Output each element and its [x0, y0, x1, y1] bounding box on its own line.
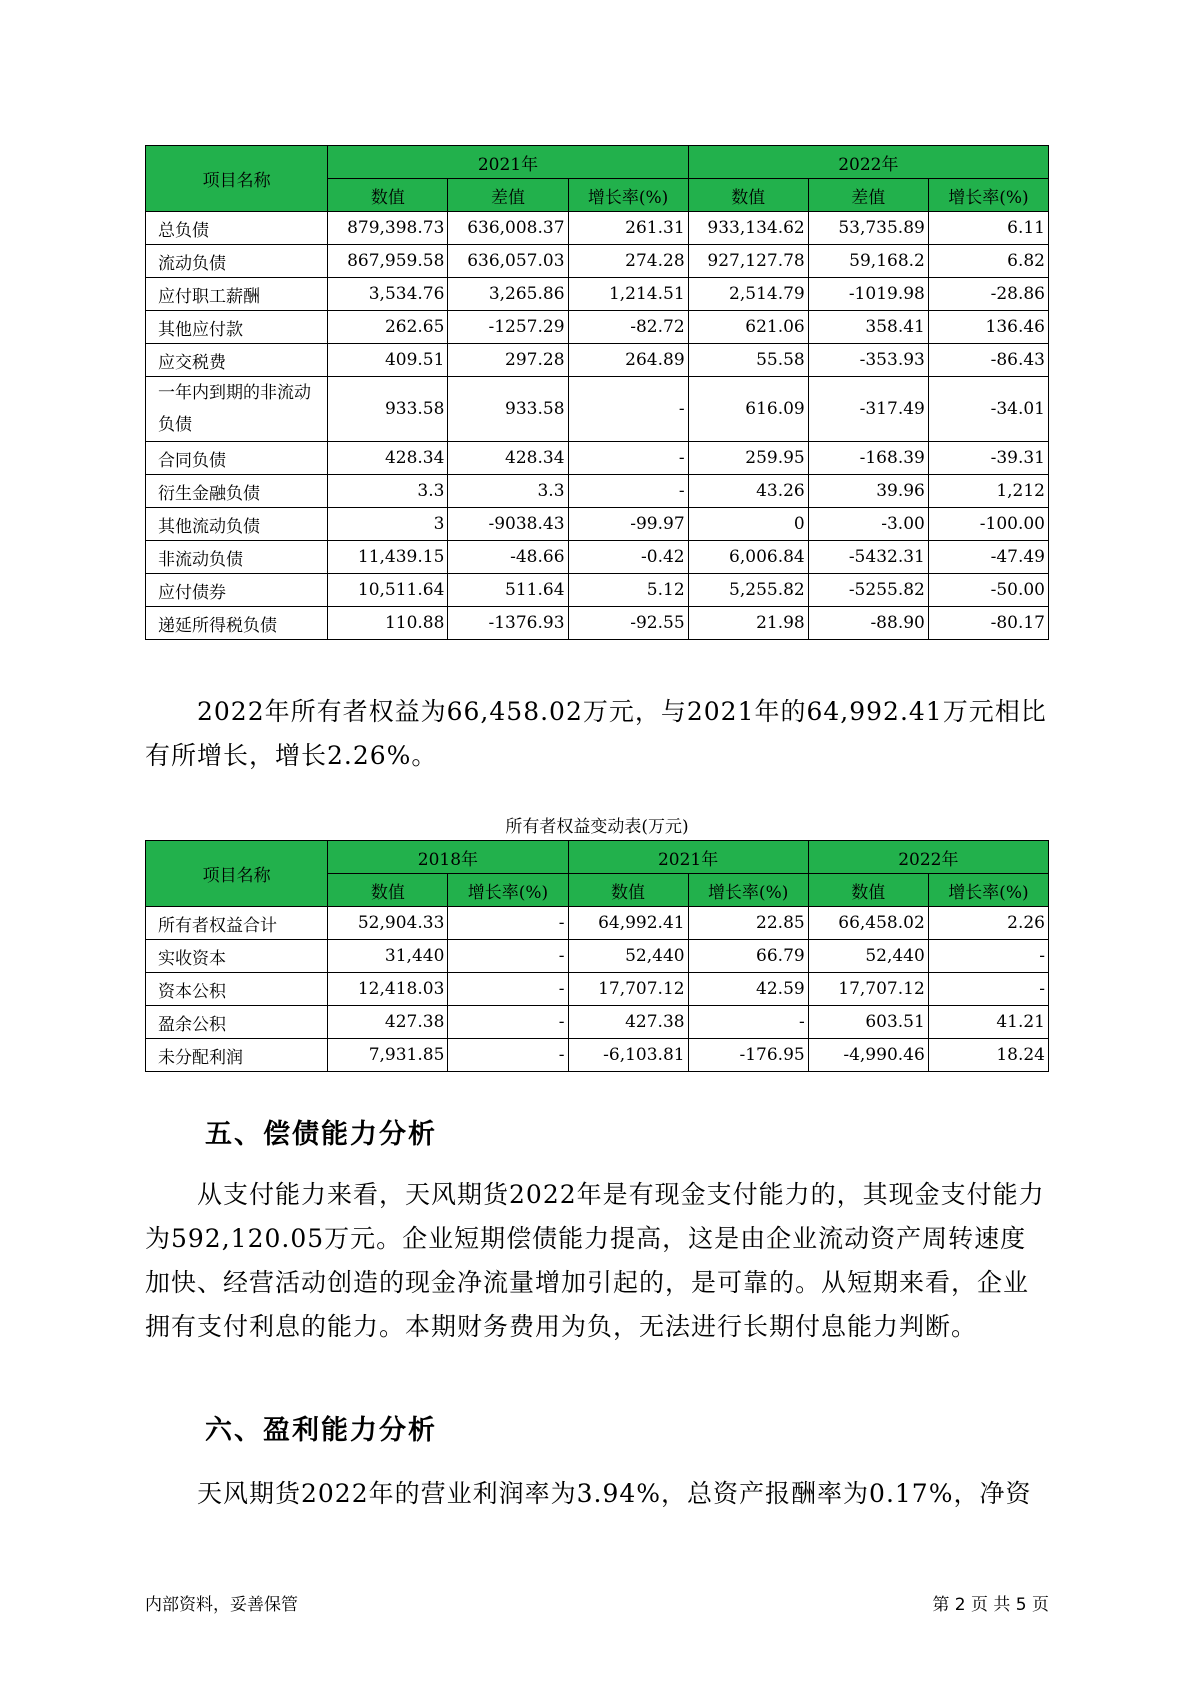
table-row	[146, 278, 1049, 311]
table-cell: 933,134.62	[688, 212, 808, 245]
year-header: 2021年	[568, 841, 808, 874]
table-cell: -88.90	[808, 607, 928, 640]
equity-summary-paragraph: 2022年所有者权益为66,458.02万元，与2021年的64,992.41万元相比有所增长，增长2.26%。	[145, 697, 1047, 770]
row-label: 流动负债	[146, 245, 328, 278]
table-cell: 21.98	[688, 607, 808, 640]
column-header: 数值	[808, 874, 928, 907]
table-cell: -176.95	[688, 1039, 808, 1072]
row-label: 合同负债	[146, 442, 328, 475]
table-cell: 427.38	[568, 1006, 688, 1039]
row-label: 一年内到期的非流动负债	[146, 377, 328, 442]
table-cell: -82.72	[568, 311, 688, 344]
table-row	[146, 377, 1049, 442]
table-cell: 428.34	[448, 442, 568, 475]
table-cell: 3,265.86	[448, 278, 568, 311]
table-cell: -28.86	[928, 278, 1048, 311]
table-cell: -6,103.81	[568, 1039, 688, 1072]
table-cell: 41.21	[928, 1006, 1048, 1039]
table-cell: -	[448, 973, 568, 1006]
row-label: 应付债券	[146, 574, 328, 607]
table-cell: -5255.82	[808, 574, 928, 607]
table-cell: 3.3	[448, 475, 568, 508]
table-cell: 636,057.03	[448, 245, 568, 278]
footer-page-number: 第 2 页 共 5 页	[932, 1595, 1049, 1615]
row-label: 其他应付款	[146, 311, 328, 344]
footer-confidential-note: 内部资料，妥善保管	[145, 1595, 298, 1615]
table-cell: 17,707.12	[568, 973, 688, 1006]
table-cell: -50.00	[928, 574, 1048, 607]
table-cell: 262.65	[328, 311, 448, 344]
table-cell: -	[568, 442, 688, 475]
table-row	[146, 344, 1049, 377]
table-row	[146, 245, 1049, 278]
table-cell: -47.49	[928, 541, 1048, 574]
table-cell: 7,931.85	[328, 1039, 448, 1072]
table-cell: 52,440	[808, 940, 928, 973]
table-cell: 66,458.02	[808, 907, 928, 940]
column-header: 增长率(%)	[928, 179, 1048, 212]
year-header: 2022年	[808, 841, 1048, 874]
year-header: 2021年	[328, 146, 688, 179]
table-cell: 927,127.78	[688, 245, 808, 278]
table-cell: -	[448, 1039, 568, 1072]
table-row	[146, 541, 1049, 574]
item-name-header: 项目名称	[146, 841, 328, 907]
table-cell: 511.64	[448, 574, 568, 607]
table-cell: 52,904.33	[328, 907, 448, 940]
year-header: 2022年	[688, 146, 1048, 179]
table-cell: 3.3	[328, 475, 448, 508]
row-label: 盈余公积	[146, 1006, 328, 1039]
table-cell: 39.96	[808, 475, 928, 508]
table-cell: -	[448, 940, 568, 973]
table-row	[146, 607, 1049, 640]
table-cell: 409.51	[328, 344, 448, 377]
table-cell: 427.38	[328, 1006, 448, 1039]
section-heading: 五、偿债能力分析	[205, 1119, 437, 1150]
table-row	[146, 907, 1049, 940]
table-row	[146, 940, 1049, 973]
table-cell: -168.39	[808, 442, 928, 475]
table-row	[146, 1006, 1049, 1039]
table-cell: 3	[328, 508, 448, 541]
row-label: 应付职工薪酬	[146, 278, 328, 311]
table-cell: 12,418.03	[328, 973, 448, 1006]
table-cell: 43.26	[688, 475, 808, 508]
table-cell: 31,440	[328, 940, 448, 973]
table-cell: -317.49	[808, 377, 928, 442]
table-cell: -	[568, 475, 688, 508]
table-cell: -80.17	[928, 607, 1048, 640]
table-cell: 5.12	[568, 574, 688, 607]
table-cell: 59,168.2	[808, 245, 928, 278]
row-label: 未分配利润	[146, 1039, 328, 1072]
table-cell: 616.09	[688, 377, 808, 442]
table-cell: 6.82	[928, 245, 1048, 278]
table-cell: -100.00	[928, 508, 1048, 541]
table-cell: 297.28	[448, 344, 568, 377]
row-label: 总负债	[146, 212, 328, 245]
table-cell: 636,008.37	[448, 212, 568, 245]
table-cell: 55.58	[688, 344, 808, 377]
table-cell: 5,255.82	[688, 574, 808, 607]
table-cell: 2.26	[928, 907, 1048, 940]
column-header: 数值	[568, 874, 688, 907]
column-header: 数值	[688, 179, 808, 212]
table-cell: 17,707.12	[808, 973, 928, 1006]
table-cell: 259.95	[688, 442, 808, 475]
table-cell: 22.85	[688, 907, 808, 940]
table-cell: 53,735.89	[808, 212, 928, 245]
column-header: 差值	[448, 179, 568, 212]
table-cell: -99.97	[568, 508, 688, 541]
row-label: 应交税费	[146, 344, 328, 377]
table-cell: -34.01	[928, 377, 1048, 442]
table-cell: -	[448, 1006, 568, 1039]
table-cell: 66.79	[688, 940, 808, 973]
table-cell: -	[688, 1006, 808, 1039]
table-cell: -1257.29	[448, 311, 568, 344]
table-cell: 42.59	[688, 973, 808, 1006]
table-row	[146, 212, 1049, 245]
row-label: 资本公积	[146, 973, 328, 1006]
table-cell: 6.11	[928, 212, 1048, 245]
table-row	[146, 1039, 1049, 1072]
column-header: 增长率(%)	[568, 179, 688, 212]
column-header: 数值	[328, 179, 448, 212]
table-cell: 274.28	[568, 245, 688, 278]
table-cell: 2,514.79	[688, 278, 808, 311]
table-row	[146, 475, 1049, 508]
table-cell: 110.88	[328, 607, 448, 640]
section-heading: 六、盈利能力分析	[205, 1415, 437, 1446]
item-name-header: 项目名称	[146, 146, 328, 212]
table-row	[146, 442, 1049, 475]
column-header: 增长率(%)	[448, 874, 568, 907]
table-cell: -	[448, 907, 568, 940]
table-row	[146, 574, 1049, 607]
table-cell: 136.46	[928, 311, 1048, 344]
table-cell: -	[928, 973, 1048, 1006]
table-cell: 933.58	[448, 377, 568, 442]
table-cell: 1,214.51	[568, 278, 688, 311]
row-label: 所有者权益合计	[146, 907, 328, 940]
liabilities-table	[145, 145, 1049, 640]
table-cell: -9038.43	[448, 508, 568, 541]
table-cell: 0	[688, 508, 808, 541]
column-header: 数值	[328, 874, 448, 907]
year-header: 2018年	[328, 841, 568, 874]
table-cell: -5432.31	[808, 541, 928, 574]
table-cell: 867,959.58	[328, 245, 448, 278]
table-cell: -3.00	[808, 508, 928, 541]
table-cell: -39.31	[928, 442, 1048, 475]
table-cell: -48.66	[448, 541, 568, 574]
table-row	[146, 508, 1049, 541]
table-cell: 52,440	[568, 940, 688, 973]
row-label: 衍生金融负债	[146, 475, 328, 508]
table-cell: 264.89	[568, 344, 688, 377]
table-cell: 64,992.41	[568, 907, 688, 940]
solvency-paragraph: 从支付能力来看，天风期货2022年是有现金支付能力的，其现金支付能力为592,120.05万元。企业短期偿债能力提高，这是由企业流动资产周转速度加快、经营活动创造的现金净流量增加引起的，是可靠的。从短期来看，企业拥有支付利息的能力。本期财务费用为负，无法进行长期付息能力判断。	[145, 1180, 1045, 1341]
table-cell: -353.93	[808, 344, 928, 377]
table-cell: 18.24	[928, 1039, 1048, 1072]
table-cell: -1376.93	[448, 607, 568, 640]
table-cell: 621.06	[688, 311, 808, 344]
table-cell: 10,511.64	[328, 574, 448, 607]
table-cell: 428.34	[328, 442, 448, 475]
table-cell: 6,006.84	[688, 541, 808, 574]
table-cell: 1,212	[928, 475, 1048, 508]
table-cell: -92.55	[568, 607, 688, 640]
table-cell: 3,534.76	[328, 278, 448, 311]
equity-table	[145, 840, 1049, 1072]
table-cell: -86.43	[928, 344, 1048, 377]
table-cell: -	[928, 940, 1048, 973]
row-label: 实收资本	[146, 940, 328, 973]
column-header: 增长率(%)	[928, 874, 1048, 907]
column-header: 增长率(%)	[688, 874, 808, 907]
table-row	[146, 311, 1049, 344]
table-cell: 603.51	[808, 1006, 928, 1039]
table-caption: 所有者权益变动表(万元)	[505, 817, 689, 837]
table-row	[146, 973, 1049, 1006]
column-header: 差值	[808, 179, 928, 212]
table-cell: -0.42	[568, 541, 688, 574]
table-cell: -1019.98	[808, 278, 928, 311]
row-label: 非流动负债	[146, 541, 328, 574]
table-cell: 933.58	[328, 377, 448, 442]
row-label: 递延所得税负债	[146, 607, 328, 640]
table-cell: -4,990.46	[808, 1039, 928, 1072]
table-cell: 358.41	[808, 311, 928, 344]
profitability-paragraph: 天风期货2022年的营业利润率为3.94%，总资产报酬率为0.17%，净资	[197, 1479, 1032, 1508]
table-cell: 261.31	[568, 212, 688, 245]
table-cell: 879,398.73	[328, 212, 448, 245]
row-label: 其他流动负债	[146, 508, 328, 541]
table-cell: -	[568, 377, 688, 442]
table-cell: 11,439.15	[328, 541, 448, 574]
